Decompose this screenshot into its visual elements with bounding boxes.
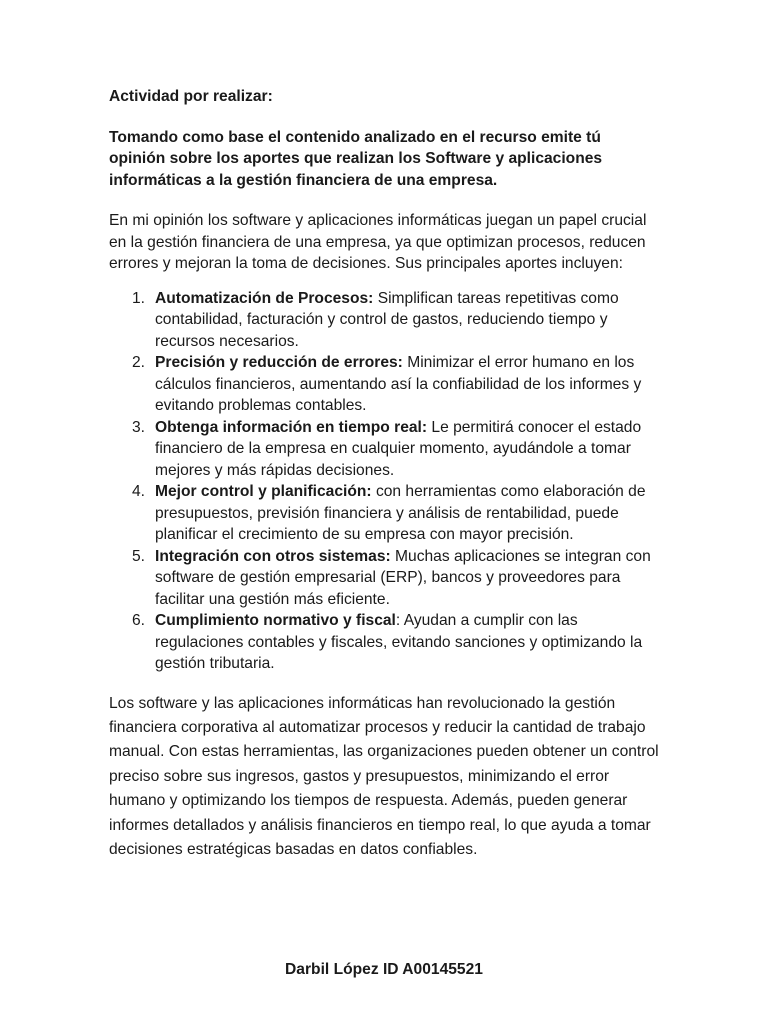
list-item (109, 352, 661, 417)
list-item (109, 481, 661, 546)
list-item-text: Minimizar el error humano en los cálculos financieros, aumentando así la confiabilidad de los informes y evitando problemas contables. (155, 354, 642, 414)
list-item (109, 288, 661, 353)
intro-paragraph: En mi opinión los software y aplicaciones informáticas juegan un papel crucial en la gestión financiera de una empresa, ya que optimizan procesos, reducen errores y mejoran la toma de decisiones. Sus principales aportes incluyen: (109, 212, 647, 272)
list-item-number: 1. (132, 289, 146, 307)
list-item-text: Le permitirá conocer el estado financiero de la empresa en cualquier momento, ayudándole a tomar mejores y más rápidas decisiones. (155, 418, 642, 479)
contributions-list (109, 288, 661, 675)
list-item-term: Integración con otros sistemas: (155, 547, 391, 565)
list-item-number: 3. (132, 418, 146, 436)
list-item-term: Obtenga información en tiempo real: (155, 418, 428, 436)
list-item-term: Automatización de Procesos: (155, 289, 374, 307)
activity-heading: Actividad por realizar: (109, 88, 273, 105)
list-item (109, 546, 661, 611)
list-item-number: 2. (132, 354, 146, 371)
list-item-number: 5. (132, 547, 146, 565)
list-item-text: : Ayudan a cumplir con las regulaciones contables y fiscales, evitando sanciones y optimizando la gestión tributaria. (155, 612, 643, 672)
list-item-text: Muchas aplicaciones se integran con software de gestión empresarial (ERP), bancos y proveedores para facilitar una gestión más eficiente. (155, 547, 651, 608)
closing-paragraph: Los software y las aplicaciones informáticas han revolucionado la gestión financiera corporativa al automatizar procesos y reducir la cantidad de trabajo manual. Con estas herramientas, las organizaciones pueden obtener un control preciso sobre sus ingresos, gastos y presupuestos, minimizando el error humano y optimizando los tiempos de respuesta. Además, pueden generar informes detallados y análisis financieros en tiempo real, lo que ayuda a tomar decisiones estratégicas basadas en datos confiables. (109, 694, 659, 858)
list-item (109, 417, 661, 482)
list-item-number: 4. (132, 483, 146, 500)
list-item (109, 610, 661, 675)
document-body (109, 86, 661, 862)
activity-prompt: Tomando como base el contenido analizado en el recurso emite tú opinión sobre los aportes que realizan los Software y aplicaciones informáticas a la gestión financiera de una empresa. (109, 128, 603, 189)
author-signature-line: Darbil López ID A00145521 (285, 961, 483, 978)
list-item-number: 6. (132, 612, 146, 629)
list-item-term: Precisión y reducción de errores: (155, 354, 403, 371)
list-item-term: Mejor control y planificación: (155, 483, 372, 500)
list-item-term: Cumplimiento normativo y fiscal (155, 612, 396, 629)
list-item-text: Simplifican tareas repetitivas como contabilidad, facturación y control de gastos, reduciendo tiempo y recursos necesarios. (155, 289, 619, 350)
list-item-text: con herramientas como elaboración de presupuestos, previsión financiera y análisis de rentabilidad, puede planificar el crecimiento de su empresa con mayor precisión. (155, 483, 646, 543)
